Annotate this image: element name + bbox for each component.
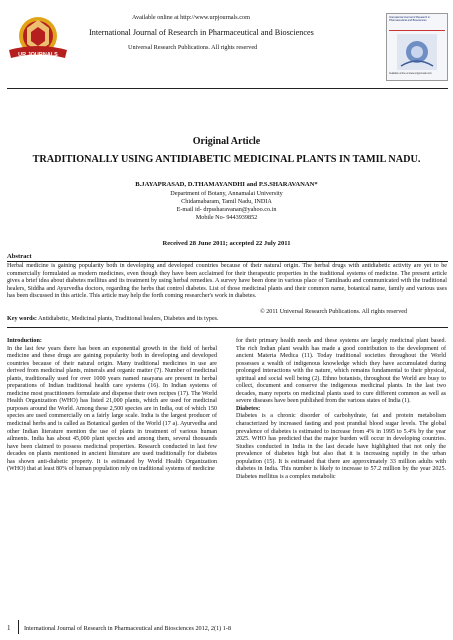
- cover-illustration: [397, 34, 437, 70]
- affiliation-email: E-mail id- drpssharavanan@yahoo.co.in: [176, 206, 277, 213]
- abstract-heading: Abstract: [7, 253, 32, 260]
- cover-title: International Journal of Research in Pharmaceutical and Biosciences: [389, 16, 430, 22]
- article-title: TRADITIONALLY USING ANTIDIABETIC MEDICINAL PLANTS IN TAMIL NADU.: [32, 154, 421, 165]
- journal-cover-thumbnail: [386, 13, 448, 81]
- right-column: [236, 338, 446, 481]
- journal-logo: [7, 14, 69, 64]
- introduction-heading: Introduction:: [7, 338, 42, 344]
- introduction-continued-text: for their primary health needs and these systems are largely medicinal plant based. The rich Indian plant wealth has made a good contribution to the development of ancient Materia Medica (11). Today traditional societies throughout the World possesses a wealth of indigenous knowledge which they have accumulated during prolonged interactions with the nature, which remains fundamental to their physical, spiritual and social well being (2). Ethno botanists, throughout the World are busy to collect, document and conserve the indigenous medicinal plants. In the last two decades, many reports on medicinal plants used to cure different common as well as severe diseases have been published from the various states of India (1).: [236, 338, 446, 405]
- received-dates: Received 28 June 2011; accepted 22 July 2011: [162, 240, 291, 247]
- abstract-rule-bottom: [7, 327, 448, 328]
- keywords-line: [7, 316, 447, 322]
- footer-divider: [18, 620, 19, 634]
- header-rule: [7, 88, 448, 89]
- abstract-rule-top: [7, 261, 448, 262]
- cover-divider: [389, 30, 445, 31]
- cover-footer: Available online at www.urpjournals.com: [389, 72, 432, 75]
- author-list: B.JAYAPRASAD, D.THAMAYANDHI and P.S.SHARAVANAN*: [135, 181, 318, 188]
- logo-wordmark: UR JOURNALS: [18, 52, 58, 58]
- keywords-label: Key words:: [7, 316, 37, 322]
- affiliation-mobile: Mobile No- 9443939852: [195, 214, 258, 221]
- abstract-copyright: © 2011 Universal Research Publications. All rights reserved: [260, 309, 407, 315]
- article-type: Original Article: [192, 136, 261, 147]
- introduction-text: In the last few years there has been an exponential growth in the field of herbal medicine and these drugs are gaining popularity both in developing and developed countries because of their natural origin. Many traditional medicines in use are derived from medicinal plants, minerals and organic matter (7). Number of medicinal plants, traditionally used for over 1000 years named rasayana are present in herbal preparations of Indian traditional health care systems (16). In Indian systems of medicine most practitioners formulate and dispense their own recipes (17). The World Health Organization (WHO) has listed 21,000 plants, which are used for medicinal purposes around the World. Among these 2,500 species are in India, out of which 150 species are used commercially on a fairly large scale. India is the largest producer of medicinal herbs and is called as Botanical garden of the World (17 a). Ayurvedha and other Indian literature mention the use of plants in treatment of various human ailments. India has about 45,000 plant species and among them, several thousands have been claimed to possess medicinal properties. Research conducted in last few decades on plants mentioned in ancient literature are used traditionally for diabetes has shown anti-diabetic property. It is estimated by World Health Organization (WHO) that at least 80% of human population rely on traditional systems of medicine: [7, 345, 217, 473]
- journal-name: International Journal of Research in Pharmaceutical and Biosciences: [89, 28, 314, 37]
- page-number: 1: [7, 624, 11, 632]
- footer-citation: International Journal of Research in Pharmaceutical and Biosciences 2012, 2(1) 1-8: [24, 625, 232, 632]
- publisher-line: Universal Research Publications. All rights reserved: [128, 44, 258, 51]
- affiliation-department: Department of Botany, Annamalai University: [170, 190, 283, 197]
- diabetes-text: Diabetes is a chronic disorder of carbohydrate, fat and protein metabolism characterized by increased fasting and post prandial blood sugar levels. The global prevalence of diabetes is estimated to increase from 4% in 1995 to 5.4% by the year 2025. WHO has predicted that the major burden will occur in developing countries. Studies conducted in India in the last decade have highlighted that not only the prevalence of diabetes high but also that it is increasing rapidly in the urban population (15). It is estimated that there are approximately 33 million adults with diabetes in India. This number is likely to increase to 57.2 million by the year 2025. Diabetes mellitus is a complex metabolic: [236, 413, 446, 480]
- left-column: [7, 338, 217, 474]
- availability-line: Available online at http://www.urpjournals.com: [132, 14, 250, 21]
- keywords-text: Antidiabetic, Medicinal plants, Traditional healers, Diabetes and its types.: [38, 316, 219, 322]
- diabetes-heading: Diabetes:: [236, 405, 261, 412]
- affiliation-city: Chidamabaram, Tamil Nadu, INDIA: [181, 198, 272, 205]
- abstract-text: Herbal medicine is gaining popularity both in developing and developed countries because of their natural origin. The herbal drugs with antidiabetic activity are yet to be commercially formulated as modern medicines, even though they have been acclaimed for their therapeutic properties in the traditional systems of medicine. The present article gives a brief idea about diabetes mellitus and its treatment by using herbal remedies. A survey have been done in various place of Tamilnadu and communicated with the traditional healers, Siddha and Ayurvedha doctors, regarding the herbs that control diabetes. List of those medicinal plants and their common name, botanical name, family and various uses has been discussed in this article. This article may help the forth coming researcher's work in diabetes.: [7, 263, 447, 300]
